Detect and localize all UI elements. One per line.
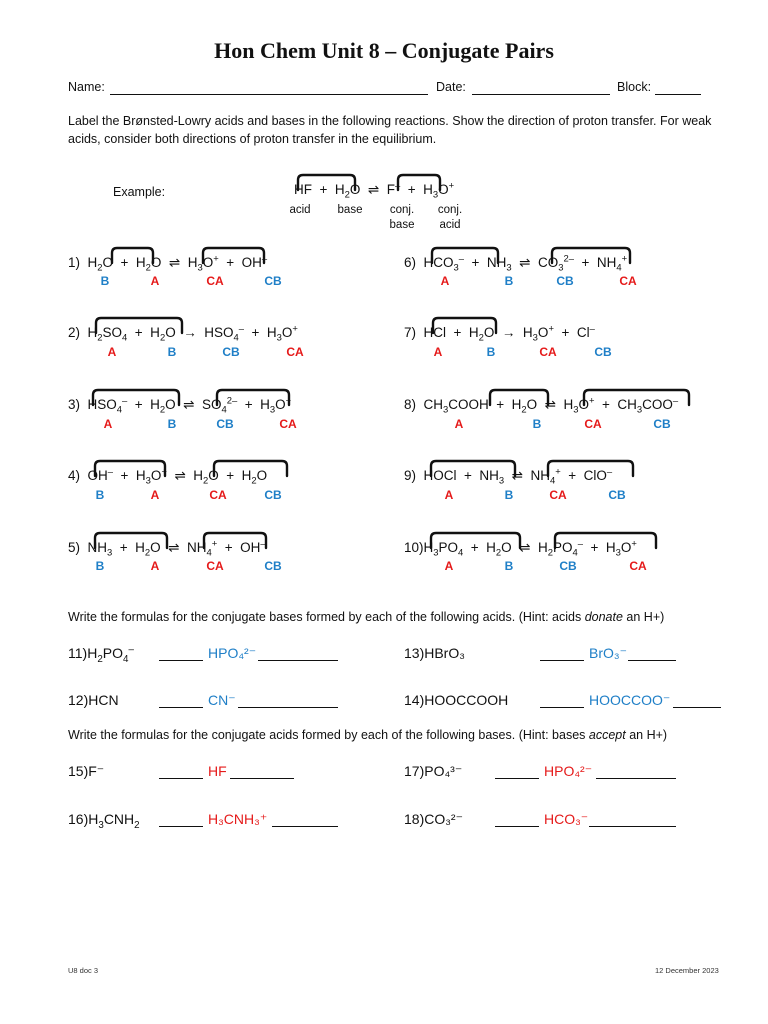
r4-label-4: CB — [264, 488, 282, 502]
block-label: Block: — [617, 80, 652, 94]
r2-label-1: A — [107, 345, 117, 359]
r6-label-4: CA — [619, 274, 637, 288]
instructions: Label the Brønsted-Lowry acids and bases in the following reactions. Show the direction of proton transfer. For weak acids, consider both directions of proton transfer in the equilibrium. — [68, 114, 712, 146]
question-15: 15)F⁻ — [68, 763, 105, 779]
r9-label-4: CB — [608, 488, 626, 502]
question-16: $16)H_3CNH_2$ — [68, 811, 140, 831]
r8-label-1: A — [454, 417, 464, 431]
example-equation: HF + $H_2O$ ⇌ $F^- + H_3O^+$ — [294, 180, 455, 201]
reaction-1: 1) $H_2O + H_2O$ ⇌ $H_3O^+ + OH^-$ — [68, 253, 268, 274]
page-title: Hon Chem Unit 8 – Conjugate Pairs — [214, 38, 554, 63]
r7-label-3: CA — [539, 345, 557, 359]
answer-15[interactable]: HF — [208, 763, 227, 779]
date-label: Date: — [436, 80, 466, 94]
r3-label-3: CB — [216, 417, 234, 431]
r4-label-2: A — [150, 488, 160, 502]
date-field[interactable] — [472, 94, 610, 95]
reaction-2: 2) $H_2SO_4 + H_2O \to HSO_4^- + H_3O^+$ — [68, 323, 298, 344]
name-field[interactable] — [110, 94, 428, 95]
r10-label-4: CA — [629, 559, 647, 573]
r6-label-1: A — [440, 274, 450, 288]
r1-label-2: A — [150, 274, 160, 288]
r10-label-3: CB — [559, 559, 577, 573]
r9-label-3: CA — [549, 488, 567, 502]
example-label-acid: acid — [289, 204, 311, 216]
example-label-base: base — [337, 204, 363, 216]
r8-label-4: CB — [653, 417, 671, 431]
conjugate-acids-instructions: Write the formulas for the conjugate acids formed by each of the following bases. (Hint: bases accept an H+) — [68, 728, 668, 742]
r7-label-2: B — [486, 345, 496, 359]
r6-label-3: CB — [556, 274, 574, 288]
block-field[interactable] — [655, 94, 701, 95]
r1-label-1: B — [100, 274, 110, 288]
name-label: Name: — [68, 80, 105, 94]
r8-label-2: B — [532, 417, 542, 431]
question-14: 14)HOOCCOOH — [404, 692, 509, 708]
r3-label-2: B — [167, 417, 177, 431]
r3-label-4: CA — [279, 417, 297, 431]
question-12: 12)HCN — [68, 692, 119, 708]
answer-17[interactable]: HPO₄²⁻ — [544, 763, 593, 779]
reaction-6: 6) $HCO_3^- + NH_3$ ⇌ $CO_3^{2-} + NH_4^+$ — [404, 253, 628, 274]
r10-label-2: B — [504, 559, 514, 573]
r7-label-1: A — [433, 345, 443, 359]
answer-12[interactable]: CN⁻ — [208, 692, 236, 708]
footer-date: 12 December 2023 — [655, 966, 719, 975]
r6-label-2: B — [504, 274, 514, 288]
answer-16[interactable]: H₃CNH₃⁺ — [208, 811, 268, 827]
reaction-8: 8) $CH_3COOH + H_2O$ ⇌ $H_3O^+ + CH_3COO^-$ — [404, 395, 679, 416]
reaction-4: 4) $OH^- + H_3O^+$ ⇌ $H_2O + H_2O$ — [68, 466, 268, 487]
answer-11[interactable]: HPO₄²⁻ — [208, 645, 257, 661]
r5-label-2: A — [150, 559, 160, 573]
example-label: Example: — [113, 185, 166, 199]
r9-label-1: A — [444, 488, 454, 502]
reaction-5: 5) $NH_3 + H_2O$ ⇌ $NH_4^+ + OH^-$ — [68, 538, 266, 559]
r5-label-3: CA — [206, 559, 224, 573]
reaction-7: 7) HCl + $H_2O \to H_3O^+ + Cl^-$ — [404, 323, 595, 344]
r7-label-4: CB — [594, 345, 612, 359]
r3-label-1: A — [103, 417, 113, 431]
question-18: 18)CO₃²⁻ — [404, 811, 463, 827]
question-13: 13)HBrO₃ — [404, 645, 465, 661]
reaction-3: 3) $HSO_4^- + H_2O$ ⇌ $SO_4^{2-} + H_3O^+$ — [68, 395, 292, 416]
r4-label-1: B — [95, 488, 105, 502]
r2-label-3: CB — [222, 345, 240, 359]
footer-doc-id: U8 doc 3 — [68, 966, 99, 975]
r10-label-1: A — [444, 559, 454, 573]
reaction-9: 9) HOCl + $NH_3$ ⇌ $NH_4^+ + ClO^-$ — [404, 466, 613, 487]
question-11: $11)H_2PO_4^-$ — [68, 644, 134, 665]
conjugate-bases-instructions: Write the formulas for the conjugate bases formed by each of the following acids. (Hint: acids donate an H+) — [68, 610, 665, 624]
r5-label-4: CB — [264, 559, 282, 573]
r1-label-4: CB — [264, 274, 282, 288]
example-label-conj-base: conj. base — [389, 204, 415, 231]
r1-label-3: CA — [206, 274, 224, 288]
r4-label-3: CA — [209, 488, 227, 502]
r9-label-2: B — [504, 488, 514, 502]
reaction-10: $10)H_3PO_4 + H_2O$ ⇌ $H_2PO_4^- + H_3O^+$ — [404, 538, 637, 559]
r5-label-1: B — [95, 559, 105, 573]
r2-label-2: B — [167, 345, 177, 359]
r8-label-3: CA — [584, 417, 602, 431]
answer-18[interactable]: HCO₃⁻ — [544, 811, 589, 827]
question-17: 17)PO₄³⁻ — [404, 763, 463, 779]
example-label-conj-acid: conj. acid — [437, 204, 463, 231]
answer-13[interactable]: BrO₃⁻ — [589, 645, 627, 661]
r2-label-4: CA — [286, 345, 304, 359]
answer-14[interactable]: HOOCCOO⁻ — [589, 692, 671, 708]
